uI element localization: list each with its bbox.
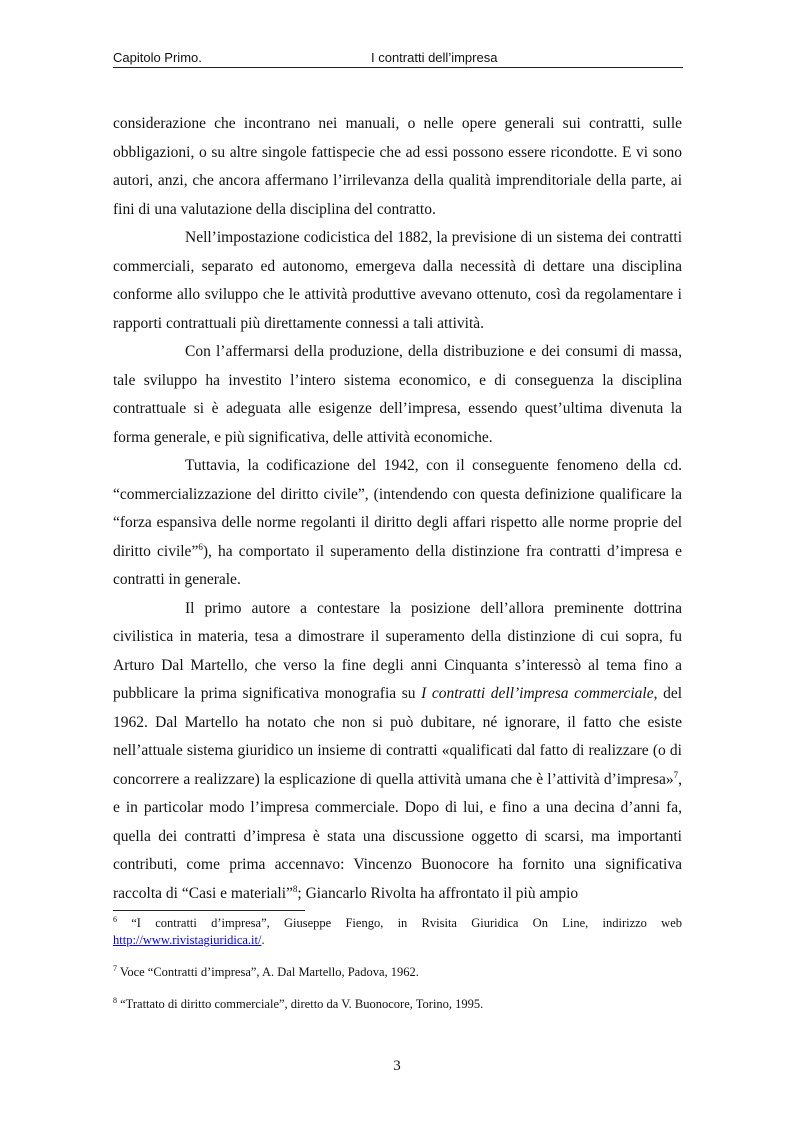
footnote-ref-8[interactable]: 8	[292, 883, 298, 894]
book-title: I contratti dell’impresa commerciale	[421, 685, 654, 702]
chapter-label: Capitolo Primo.	[113, 50, 202, 65]
paragraph-1: considerazione che incontrano nei manuali, o nelle opere generali sui contratti, sulle obbligazioni, o su altre singole fattispecie che ad essi possono essere ricondotte. E vi sono autori, anzi, che ancora affermano l’irrilevanza della qualità imprenditoriale della parte, ai fini di una valutazione della disciplina del contratto.	[113, 115, 682, 218]
paragraph-4: Tuttavia, la codificazione del 1942, con il conseguente fenomeno della cd. “commercializzazione del diritto civile”, (intendendo con questa definizione qualificare la “forza espansiva delle norme regolanti il diritto degli affari rispetto alle norme proprie del diritto civile”$^6$), ha comportato il superamento della distinzione fra contratti d’impresa e contratti in generale.	[113, 457, 682, 588]
footnote-divider	[113, 910, 305, 911]
paragraph-3: Con l’affermarsi della produzione, della distribuzione e dei consumi di massa, tale sviluppo ha investito l’intero sistema economico, e di conseguenza la disciplina contrattuale si è adeguata alle esigenze dell’impresa, essendo quest’ultima divenuta la forma generale, e più significativa, delle attività economiche.	[113, 343, 682, 446]
footnote-link[interactable]: http://www.rivistagiuridica.it/	[113, 933, 262, 947]
section-title: I contratti dell’impresa	[371, 50, 498, 65]
body-text	[113, 110, 682, 908]
footnote-7: $^7$ Voce “Contratti d’impresa”, A. Dal Martello, Padova, 1962.	[113, 964, 419, 979]
page-number: 3	[393, 1058, 401, 1074]
footnote-ref-6[interactable]: 6	[198, 541, 203, 552]
paragraph-2: Nell’impostazione codicistica del 1882, la previsione di un sistema dei contratti commerciali, separato ed autonomo, emergeva dalla necessità di dettare una disciplina conforme allo sviluppo che le attività produttive avevano ottenuto, così da regolamentare i rapporti contrattuali più direttamente connessi a tali attività.	[113, 229, 682, 332]
footnote-6: $^6$ “I contratti d’impresa”, Giuseppe Fiengo, in Rvisita Giuridica On Line, indirizzo web http://www.rivistagiuridica.it/.	[113, 915, 682, 947]
running-header	[113, 50, 683, 68]
paragraph-5: Il primo autore a contestare la posizione dell’allora preminente dottrina civilistica in materia, tesa a dimostrare il superamento della distinzione di cui sopra, fu Arturo Dal Martello, che verso la fine degli anni Cinquanta s’interessò al tema fino a pubblicare la prima significativa monografia su I contratti dell’impresa commerciale, del 1962. Dal Martello ha notato che non si può dubitare, né ignorare, il fatto che esiste nell’attuale sistema giuridico un insieme di contratti «qualificati dal fatto di realizzare (o di concorrere a realizzare) la esplicazione di quella attività umana che è l’attività d’impresa»$^7$, e in particolar modo l’impresa commerciale. Dopo di lui, e fino a una decina d’anni fa, quella dei contratti d’impresa è stata una discussione oggetto di scarsi, ma importanti contributi, come prima accennavo: Vincenzo Buonocore ha fornito una significativa raccolta di “Casi e materiali”$^8$; Giancarlo Rivolta ha affrontato il più ampio	[113, 599, 682, 902]
footnote-ref-7[interactable]: 7	[673, 769, 679, 780]
footnotes	[113, 915, 682, 1028]
footnote-8: $^8$ “Trattato di diritto commerciale”, diretto da V. Buonocore, Torino, 1995.	[113, 996, 484, 1011]
header-divider	[113, 67, 683, 68]
